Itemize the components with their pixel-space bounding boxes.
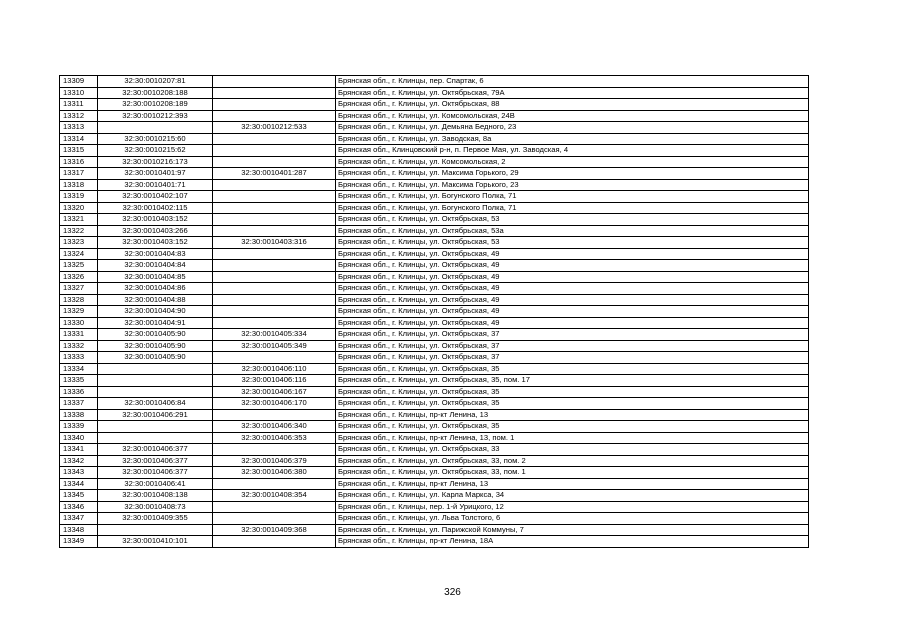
row-number-cell: 13321 bbox=[60, 214, 98, 226]
cadastral-number-cell: 32:30:0010404:91 bbox=[98, 317, 213, 329]
row-number-cell: 13311 bbox=[60, 99, 98, 111]
address-cell: Брянская обл., г. Клинцы, ул. Октябрьская, 88 bbox=[336, 99, 809, 111]
related-cadastral-number-cell bbox=[213, 352, 336, 364]
cadastral-number-cell: 32:30:0010408:73 bbox=[98, 501, 213, 513]
register-table bbox=[59, 75, 809, 548]
address-cell: Брянская обл., г. Клинцы, пр-кт Ленина, 18А bbox=[336, 536, 809, 548]
related-cadastral-number-cell bbox=[213, 179, 336, 191]
cadastral-number-cell: 32:30:0010410:101 bbox=[98, 536, 213, 548]
register-table-body bbox=[60, 76, 809, 548]
related-cadastral-number-cell: 32:30:0010405:349 bbox=[213, 340, 336, 352]
table-row bbox=[60, 317, 809, 329]
related-cadastral-number-cell: 32:30:0010406:116 bbox=[213, 375, 336, 387]
address-cell: Брянская обл., г. Клинцы, ул. Октябрьская, 35 bbox=[336, 421, 809, 433]
related-cadastral-number-cell bbox=[213, 409, 336, 421]
cadastral-number-cell: 32:30:0010207:81 bbox=[98, 76, 213, 88]
row-number-cell: 13329 bbox=[60, 306, 98, 318]
address-cell: Брянская обл., г. Клинцы, ул. Октябрьская, 35 bbox=[336, 363, 809, 375]
cadastral-number-cell: 32:30:0010404:88 bbox=[98, 294, 213, 306]
related-cadastral-number-cell bbox=[213, 444, 336, 456]
table-row bbox=[60, 444, 809, 456]
cadastral-number-cell bbox=[98, 386, 213, 398]
row-number-cell: 13339 bbox=[60, 421, 98, 433]
related-cadastral-number-cell bbox=[213, 110, 336, 122]
address-cell: Брянская обл., г. Клинцы, ул. Октябрьская, 33, пом. 1 bbox=[336, 467, 809, 479]
related-cadastral-number-cell: 32:30:0010408:354 bbox=[213, 490, 336, 502]
cadastral-number-cell: 32:30:0010404:90 bbox=[98, 306, 213, 318]
row-number-cell: 13316 bbox=[60, 156, 98, 168]
table-row bbox=[60, 306, 809, 318]
cadastral-number-cell: 32:30:0010405:90 bbox=[98, 340, 213, 352]
address-cell: Брянская обл., г. Клинцы, пер. 1-й Урицкого, 12 bbox=[336, 501, 809, 513]
row-number-cell: 13330 bbox=[60, 317, 98, 329]
row-number-cell: 13343 bbox=[60, 467, 98, 479]
row-number-cell: 13336 bbox=[60, 386, 98, 398]
related-cadastral-number-cell: 32:30:0010212:533 bbox=[213, 122, 336, 134]
table-row bbox=[60, 352, 809, 364]
related-cadastral-number-cell bbox=[213, 478, 336, 490]
table-row bbox=[60, 225, 809, 237]
row-number-cell: 13342 bbox=[60, 455, 98, 467]
cadastral-number-cell: 32:30:0010405:90 bbox=[98, 352, 213, 364]
cadastral-number-cell bbox=[98, 421, 213, 433]
cadastral-number-cell: 32:30:0010403:152 bbox=[98, 214, 213, 226]
cadastral-number-cell: 32:30:0010405:90 bbox=[98, 329, 213, 341]
cadastral-number-cell bbox=[98, 122, 213, 134]
table-row bbox=[60, 122, 809, 134]
cadastral-number-cell bbox=[98, 524, 213, 536]
related-cadastral-number-cell bbox=[213, 87, 336, 99]
related-cadastral-number-cell bbox=[213, 271, 336, 283]
address-cell: Брянская обл., г. Клинцы, пр-кт Ленина, 13 bbox=[336, 478, 809, 490]
cadastral-number-cell: 32:30:0010401:97 bbox=[98, 168, 213, 180]
related-cadastral-number-cell bbox=[213, 260, 336, 272]
table-row bbox=[60, 156, 809, 168]
cadastral-number-cell: 32:30:0010212:393 bbox=[98, 110, 213, 122]
table-row bbox=[60, 513, 809, 525]
table-row bbox=[60, 409, 809, 421]
address-cell: Брянская обл., Клинцовский р-н, п. Первое Мая, ул. Заводская, 4 bbox=[336, 145, 809, 157]
related-cadastral-number-cell bbox=[213, 294, 336, 306]
table-row bbox=[60, 99, 809, 111]
table-row bbox=[60, 524, 809, 536]
related-cadastral-number-cell bbox=[213, 501, 336, 513]
row-number-cell: 13324 bbox=[60, 248, 98, 260]
related-cadastral-number-cell: 32:30:0010401:287 bbox=[213, 168, 336, 180]
address-cell: Брянская обл., г. Клинцы, ул. Богунского Полка, 71 bbox=[336, 191, 809, 203]
address-cell: Брянская обл., г. Клинцы, ул. Карла Маркса, 34 bbox=[336, 490, 809, 502]
cadastral-number-cell: 32:30:0010402:115 bbox=[98, 202, 213, 214]
cadastral-number-cell: 32:30:0010402:107 bbox=[98, 191, 213, 203]
address-cell: Брянская обл., г. Клинцы, ул. Богунского Полка, 71 bbox=[336, 202, 809, 214]
address-cell: Брянская обл., г. Клинцы, ул. Октябрьская, 49 bbox=[336, 306, 809, 318]
row-number-cell: 13318 bbox=[60, 179, 98, 191]
table-row bbox=[60, 87, 809, 99]
row-number-cell: 13349 bbox=[60, 536, 98, 548]
address-cell: Брянская обл., г. Клинцы, ул. Октябрьская, 49 bbox=[336, 248, 809, 260]
row-number-cell: 13323 bbox=[60, 237, 98, 249]
row-number-cell: 13344 bbox=[60, 478, 98, 490]
related-cadastral-number-cell: 32:30:0010403:316 bbox=[213, 237, 336, 249]
row-number-cell: 13348 bbox=[60, 524, 98, 536]
cadastral-number-cell: 32:30:0010208:188 bbox=[98, 87, 213, 99]
related-cadastral-number-cell bbox=[213, 225, 336, 237]
related-cadastral-number-cell bbox=[213, 283, 336, 295]
table-row bbox=[60, 501, 809, 513]
related-cadastral-number-cell: 32:30:0010406:167 bbox=[213, 386, 336, 398]
related-cadastral-number-cell: 32:30:0010406:380 bbox=[213, 467, 336, 479]
address-cell: Брянская обл., г. Клинцы, ул. Максима Горького, 23 bbox=[336, 179, 809, 191]
cadastral-number-cell: 32:30:0010404:83 bbox=[98, 248, 213, 260]
address-cell: Брянская обл., г. Клинцы, ул. Октябрьская, 35 bbox=[336, 386, 809, 398]
address-cell: Брянская обл., г. Клинцы, ул. Октябрьская, 37 bbox=[336, 352, 809, 364]
address-cell: Брянская обл., г. Клинцы, ул. Октябрьская, 49 bbox=[336, 317, 809, 329]
address-cell: Брянская обл., г. Клинцы, ул. Октябрьская, 53 bbox=[336, 237, 809, 249]
address-cell: Брянская обл., г. Клинцы, ул. Комсомольская, 2 bbox=[336, 156, 809, 168]
address-cell: Брянская обл., г. Клинцы, ул. Октябрьская, 35 bbox=[336, 398, 809, 410]
table-row bbox=[60, 478, 809, 490]
row-number-cell: 13331 bbox=[60, 329, 98, 341]
address-cell: Брянская обл., г. Клинцы, ул. Максима Горького, 29 bbox=[336, 168, 809, 180]
related-cadastral-number-cell bbox=[213, 202, 336, 214]
cadastral-number-cell: 32:30:0010403:152 bbox=[98, 237, 213, 249]
related-cadastral-number-cell bbox=[213, 306, 336, 318]
related-cadastral-number-cell: 32:30:0010406:170 bbox=[213, 398, 336, 410]
row-number-cell: 13341 bbox=[60, 444, 98, 456]
row-number-cell: 13332 bbox=[60, 340, 98, 352]
row-number-cell: 13319 bbox=[60, 191, 98, 203]
address-cell: Брянская обл., г. Клинцы, пер. Спартак, 6 bbox=[336, 76, 809, 88]
row-number-cell: 13333 bbox=[60, 352, 98, 364]
address-cell: Брянская обл., г. Клинцы, ул. Октябрьская, 53а bbox=[336, 225, 809, 237]
table-row bbox=[60, 133, 809, 145]
row-number-cell: 13314 bbox=[60, 133, 98, 145]
cadastral-number-cell: 32:30:0010406:377 bbox=[98, 455, 213, 467]
address-cell: Брянская обл., г. Клинцы, ул. Комсомольская, 24В bbox=[336, 110, 809, 122]
related-cadastral-number-cell: 32:30:0010406:340 bbox=[213, 421, 336, 433]
row-number-cell: 13347 bbox=[60, 513, 98, 525]
table-row bbox=[60, 467, 809, 479]
table-row bbox=[60, 386, 809, 398]
table-row bbox=[60, 340, 809, 352]
related-cadastral-number-cell: 32:30:0010409:368 bbox=[213, 524, 336, 536]
address-cell: Брянская обл., г. Клинцы, ул. Октябрьская, 49 bbox=[336, 294, 809, 306]
row-number-cell: 13326 bbox=[60, 271, 98, 283]
address-cell: Брянская обл., г. Клинцы, ул. Октябрьская, 35, пом. 17 bbox=[336, 375, 809, 387]
table-row bbox=[60, 179, 809, 191]
table-row bbox=[60, 110, 809, 122]
row-number-cell: 13327 bbox=[60, 283, 98, 295]
cadastral-number-cell: 32:30:0010208:189 bbox=[98, 99, 213, 111]
row-number-cell: 13317 bbox=[60, 168, 98, 180]
row-number-cell: 13334 bbox=[60, 363, 98, 375]
cadastral-number-cell: 32:30:0010409:355 bbox=[98, 513, 213, 525]
related-cadastral-number-cell bbox=[213, 248, 336, 260]
row-number-cell: 13320 bbox=[60, 202, 98, 214]
address-cell: Брянская обл., г. Клинцы, ул. Октябрьская, 49 bbox=[336, 260, 809, 272]
table-row bbox=[60, 214, 809, 226]
table-row bbox=[60, 168, 809, 180]
table-row bbox=[60, 490, 809, 502]
table-row bbox=[60, 329, 809, 341]
address-cell: Брянская обл., г. Клинцы, ул. Заводская, 8а bbox=[336, 133, 809, 145]
related-cadastral-number-cell bbox=[213, 99, 336, 111]
table-row bbox=[60, 363, 809, 375]
cadastral-number-cell: 32:30:0010406:84 bbox=[98, 398, 213, 410]
address-cell: Брянская обл., г. Клинцы, пр-кт Ленина, 13, пом. 1 bbox=[336, 432, 809, 444]
cadastral-number-cell: 32:30:0010408:138 bbox=[98, 490, 213, 502]
table-row bbox=[60, 455, 809, 467]
address-cell: Брянская обл., г. Клинцы, ул. Октябрьская, 37 bbox=[336, 340, 809, 352]
table-row bbox=[60, 145, 809, 157]
related-cadastral-number-cell bbox=[213, 133, 336, 145]
page-number: 326 bbox=[444, 587, 461, 598]
related-cadastral-number-cell: 32:30:0010406:353 bbox=[213, 432, 336, 444]
address-cell: Брянская обл., г. Клинцы, ул. Октябрьская, 33 bbox=[336, 444, 809, 456]
related-cadastral-number-cell bbox=[213, 145, 336, 157]
related-cadastral-number-cell: 32:30:0010406:110 bbox=[213, 363, 336, 375]
row-number-cell: 13310 bbox=[60, 87, 98, 99]
table-row bbox=[60, 271, 809, 283]
row-number-cell: 13345 bbox=[60, 490, 98, 502]
table-row bbox=[60, 398, 809, 410]
cadastral-number-cell: 32:30:0010406:41 bbox=[98, 478, 213, 490]
cadastral-number-cell: 32:30:0010216:173 bbox=[98, 156, 213, 168]
cadastral-number-cell: 32:30:0010404:84 bbox=[98, 260, 213, 272]
cadastral-number-cell: 32:30:0010404:86 bbox=[98, 283, 213, 295]
row-number-cell: 13340 bbox=[60, 432, 98, 444]
related-cadastral-number-cell bbox=[213, 513, 336, 525]
related-cadastral-number-cell bbox=[213, 536, 336, 548]
cadastral-number-cell: 32:30:0010406:291 bbox=[98, 409, 213, 421]
address-cell: Брянская обл., г. Клинцы, ул. Парижской Коммуны, 7 bbox=[336, 524, 809, 536]
address-cell: Брянская обл., г. Клинцы, ул. Октябрьская, 37 bbox=[336, 329, 809, 341]
cadastral-number-cell: 32:30:0010215:60 bbox=[98, 133, 213, 145]
related-cadastral-number-cell bbox=[213, 214, 336, 226]
related-cadastral-number-cell bbox=[213, 191, 336, 203]
table-row bbox=[60, 191, 809, 203]
table-row bbox=[60, 237, 809, 249]
cadastral-number-cell bbox=[98, 375, 213, 387]
table-row bbox=[60, 283, 809, 295]
cadastral-number-cell bbox=[98, 363, 213, 375]
cadastral-number-cell: 32:30:0010404:85 bbox=[98, 271, 213, 283]
table-row bbox=[60, 375, 809, 387]
related-cadastral-number-cell bbox=[213, 76, 336, 88]
address-cell: Брянская обл., г. Клинцы, ул. Октябрьская, 49 bbox=[336, 271, 809, 283]
cadastral-number-cell: 32:30:0010406:377 bbox=[98, 467, 213, 479]
table-row bbox=[60, 248, 809, 260]
row-number-cell: 13335 bbox=[60, 375, 98, 387]
related-cadastral-number-cell bbox=[213, 317, 336, 329]
cadastral-number-cell bbox=[98, 432, 213, 444]
table-row bbox=[60, 76, 809, 88]
related-cadastral-number-cell: 32:30:0010406:379 bbox=[213, 455, 336, 467]
row-number-cell: 13346 bbox=[60, 501, 98, 513]
table-row bbox=[60, 421, 809, 433]
row-number-cell: 13309 bbox=[60, 76, 98, 88]
row-number-cell: 13325 bbox=[60, 260, 98, 272]
address-cell: Брянская обл., г. Клинцы, ул. Октябрьская, 33, пом. 2 bbox=[336, 455, 809, 467]
table-row bbox=[60, 294, 809, 306]
row-number-cell: 13337 bbox=[60, 398, 98, 410]
address-cell: Брянская обл., г. Клинцы, ул. Октябрьская, 53 bbox=[336, 214, 809, 226]
row-number-cell: 13338 bbox=[60, 409, 98, 421]
address-cell: Брянская обл., г. Клинцы, ул. Льва Толстого, 6 bbox=[336, 513, 809, 525]
table-row bbox=[60, 536, 809, 548]
row-number-cell: 13315 bbox=[60, 145, 98, 157]
row-number-cell: 13322 bbox=[60, 225, 98, 237]
table-row bbox=[60, 202, 809, 214]
cadastral-number-cell: 32:30:0010403:266 bbox=[98, 225, 213, 237]
cadastral-number-cell: 32:30:0010215:62 bbox=[98, 145, 213, 157]
cadastral-number-cell: 32:30:0010401:71 bbox=[98, 179, 213, 191]
cadastral-number-cell: 32:30:0010406:377 bbox=[98, 444, 213, 456]
row-number-cell: 13328 bbox=[60, 294, 98, 306]
row-number-cell: 13312 bbox=[60, 110, 98, 122]
table-row bbox=[60, 432, 809, 444]
related-cadastral-number-cell bbox=[213, 156, 336, 168]
address-cell: Брянская обл., г. Клинцы, ул. Октябрьская, 79А bbox=[336, 87, 809, 99]
address-cell: Брянская обл., г. Клинцы, ул. Октябрьская, 49 bbox=[336, 283, 809, 295]
row-number-cell: 13313 bbox=[60, 122, 98, 134]
related-cadastral-number-cell: 32:30:0010405:334 bbox=[213, 329, 336, 341]
address-cell: Брянская обл., г. Клинцы, ул. Демьяна Бедного, 23 bbox=[336, 122, 809, 134]
address-cell: Брянская обл., г. Клинцы, пр-кт Ленина, 13 bbox=[336, 409, 809, 421]
table-row bbox=[60, 260, 809, 272]
